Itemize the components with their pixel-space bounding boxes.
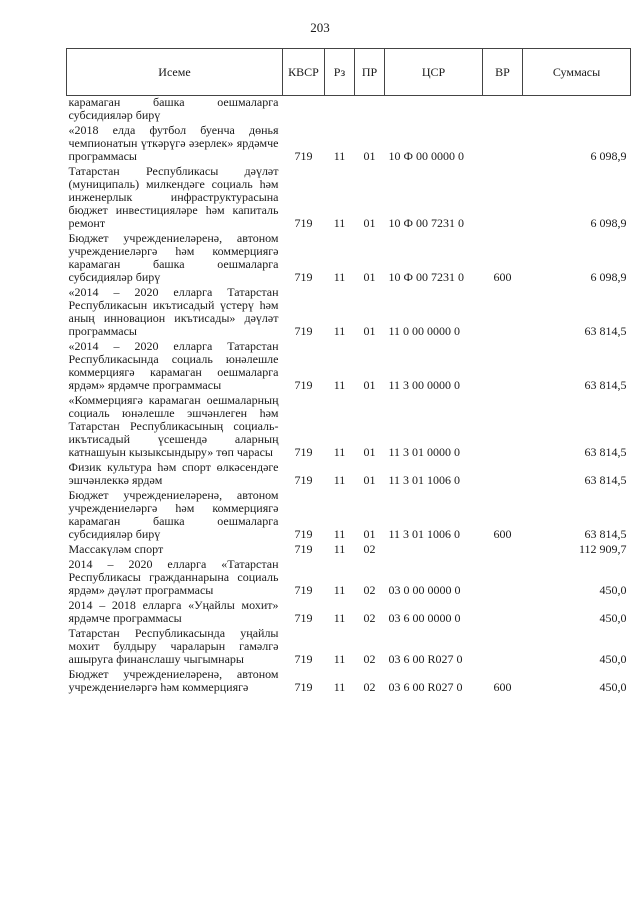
table-row <box>67 599 631 627</box>
cell-name: «Коммерциягә карамаган оешмаларның социаль юнәлешле эшчәнлеген һәм Татарстан Республикасының социаль-икътисадый үсешендә аларның катнашуын кызыксындыру» төп чарасы <box>68 393 279 459</box>
cell-pr: 02 <box>363 542 376 556</box>
cell-kvsr: 719 <box>294 542 313 556</box>
cell-name: «2014 – 2020 елларга Татарстан Республикасын икътисадый үстерү һәм аның инновацион икътисады» дәүләт программасы <box>68 285 279 338</box>
cell-kvsr: 719 <box>294 473 313 487</box>
cell-vr <box>483 96 523 125</box>
cell-name: 2014 – 2020 елларга «Татарстан Республикасы гражданнарына социаль ярдәм» дәүләт программасы <box>68 557 279 597</box>
cell-csr: 11 3 00 0000 0 <box>388 378 461 392</box>
cell-vr <box>483 340 523 394</box>
cell-vr: 600 <box>493 680 512 694</box>
cell-vr <box>483 394 523 461</box>
cell-csr: 11 3 01 0000 0 <box>388 445 461 459</box>
header-csr: ЦСР <box>385 49 483 96</box>
cell-name: Бюджет учреждениеләренә, автоном учреждениеләргә һәм коммерциягә карамаган башка оешмаларга субсидияләр бирү <box>68 231 279 284</box>
cell-vr <box>483 599 523 627</box>
cell-csr: 03 6 00 R027 0 <box>388 680 463 694</box>
cell-rz <box>325 96 355 125</box>
table-header-row <box>67 49 631 96</box>
cell-name: Бюджет учреждениеләренә, автоном учреждениеләргә һәм коммерциягә карамаган башка оешмаларга субсидияләр бирү <box>68 488 279 541</box>
cell-pr <box>355 96 385 125</box>
cell-vr <box>483 124 523 165</box>
cell-sum: 63 814,5 <box>584 324 627 338</box>
cell-sum: 112 909,7 <box>578 542 627 556</box>
cell-sum: 6 098,9 <box>590 216 627 230</box>
cell-rz: 11 <box>333 542 346 556</box>
cell-pr: 02 <box>363 652 376 666</box>
table-row <box>67 461 631 489</box>
cell-kvsr: 719 <box>294 611 313 625</box>
cell-sum: 450,0 <box>599 680 627 694</box>
cell-rz: 11 <box>333 583 346 597</box>
cell-kvsr: 719 <box>294 680 313 694</box>
cell-sum: 450,0 <box>599 583 627 597</box>
cell-kvsr: 719 <box>294 149 313 163</box>
cell-vr <box>483 558 523 599</box>
cell-pr: 02 <box>363 680 376 694</box>
cell-csr: 10 Ф 00 7231 0 <box>388 270 464 284</box>
table-row <box>67 394 631 461</box>
cell-rz: 11 <box>333 149 346 163</box>
cell-rz: 11 <box>333 378 346 392</box>
cell-csr: 03 6 00 R027 0 <box>388 652 463 666</box>
cell-rz: 11 <box>333 445 346 459</box>
cell-kvsr: 719 <box>294 652 313 666</box>
cell-kvsr: 719 <box>294 445 313 459</box>
header-kvsr: КВСР <box>283 49 325 96</box>
cell-rz: 11 <box>333 611 346 625</box>
cell-vr <box>483 627 523 668</box>
table-row <box>67 627 631 668</box>
cell-sum: 63 814,5 <box>584 473 627 487</box>
cell-csr: 03 0 00 0000 0 <box>388 583 461 597</box>
cell-vr <box>483 461 523 489</box>
cell-pr: 01 <box>363 270 376 284</box>
cell-sum: 63 814,5 <box>584 378 627 392</box>
cell-name: Татарстан Республикасында уңайлы мохит булдыру чараларын гамәлгә ашыруга финанслашу чыгымнары <box>68 626 279 666</box>
cell-csr <box>385 543 483 558</box>
header-sum: Суммасы <box>523 49 631 96</box>
cell-name: Татарстан Республикасы дәүләт (муниципаль) милкендәге социаль һәм инженерлык инфраструктурасына бюджет инвестицияләре һәм капиталь ремонт <box>68 164 279 230</box>
cell-name: «2018 елда футбол буенча дөнья чемпионатын үткәрүгә әзерлек» ярдәмче программасы <box>68 123 279 163</box>
cell-sum <box>523 96 631 125</box>
header-pr: ПР <box>355 49 385 96</box>
cell-pr: 01 <box>363 324 376 338</box>
cell-pr: 02 <box>363 611 376 625</box>
cell-kvsr: 719 <box>294 270 313 284</box>
cell-csr <box>385 96 483 125</box>
cell-name: Физик культура һәм спорт өлкәсендәге эшчәнлеккә ярдәм <box>68 460 279 487</box>
cell-rz: 11 <box>333 527 346 541</box>
cell-name: Бюджет учреждениеләренә, автоном учреждениеләргә һәм коммерциягә <box>68 667 279 694</box>
cell-pr: 02 <box>363 583 376 597</box>
cell-kvsr: 719 <box>294 216 313 230</box>
header-vr: ВР <box>483 49 523 96</box>
table-row <box>67 340 631 394</box>
cell-sum: 450,0 <box>599 652 627 666</box>
cell-pr: 01 <box>363 216 376 230</box>
cell-vr <box>483 165 523 232</box>
cell-rz: 11 <box>333 216 346 230</box>
table-row <box>67 558 631 599</box>
cell-pr: 01 <box>363 149 376 163</box>
cell-pr: 01 <box>363 378 376 392</box>
cell-kvsr <box>283 96 325 125</box>
table-body <box>67 96 631 697</box>
cell-vr: 600 <box>493 527 512 541</box>
cell-csr: 10 Ф 00 7231 0 <box>388 216 464 230</box>
cell-csr: 11 3 01 1006 0 <box>388 473 461 487</box>
cell-vr <box>483 286 523 340</box>
cell-sum: 63 814,5 <box>584 527 627 541</box>
cell-sum: 450,0 <box>599 611 627 625</box>
cell-kvsr: 719 <box>294 324 313 338</box>
table-row <box>67 165 631 232</box>
cell-kvsr: 719 <box>294 583 313 597</box>
budget-table <box>66 48 631 696</box>
cell-name: Массакүләм спорт <box>68 542 164 556</box>
table-row <box>67 232 631 286</box>
cell-vr <box>483 543 523 558</box>
cell-sum: 6 098,9 <box>590 149 627 163</box>
cell-rz: 11 <box>333 324 346 338</box>
cell-kvsr: 719 <box>294 527 313 541</box>
cell-rz: 11 <box>333 473 346 487</box>
cell-pr: 01 <box>363 527 376 541</box>
table-row <box>67 286 631 340</box>
cell-csr: 03 6 00 0000 0 <box>388 611 461 625</box>
cell-rz: 11 <box>333 652 346 666</box>
cell-csr: 11 3 01 1006 0 <box>388 527 461 541</box>
cell-rz: 11 <box>333 680 346 694</box>
table-row <box>67 96 631 125</box>
cell-name: карамаган башка оешмаларга субсидияләр бирү <box>68 95 279 122</box>
cell-kvsr: 719 <box>294 378 313 392</box>
cell-sum: 63 814,5 <box>584 445 627 459</box>
cell-csr: 11 0 00 0000 0 <box>388 324 461 338</box>
table-row <box>67 124 631 165</box>
header-rz: Рз <box>325 49 355 96</box>
cell-name: 2014 – 2018 елларга «Уңайлы мохит» ярдәмче программасы <box>68 598 279 625</box>
header-name: Исеме <box>67 49 283 96</box>
table-row <box>67 668 631 696</box>
cell-pr: 01 <box>363 445 376 459</box>
table-row <box>67 543 631 558</box>
cell-csr: 10 Ф 00 0000 0 <box>388 149 464 163</box>
cell-vr: 600 <box>493 270 512 284</box>
cell-name: «2014 – 2020 елларга Татарстан Республикасында социаль юнәлешле коммерциягә карамаган оешмаларга ярдәм» ярдәмче программасы <box>68 339 279 392</box>
cell-pr: 01 <box>363 473 376 487</box>
cell-rz: 11 <box>333 270 346 284</box>
table-row <box>67 489 631 543</box>
page-number: 203 <box>310 20 330 35</box>
cell-sum: 6 098,9 <box>590 270 627 284</box>
